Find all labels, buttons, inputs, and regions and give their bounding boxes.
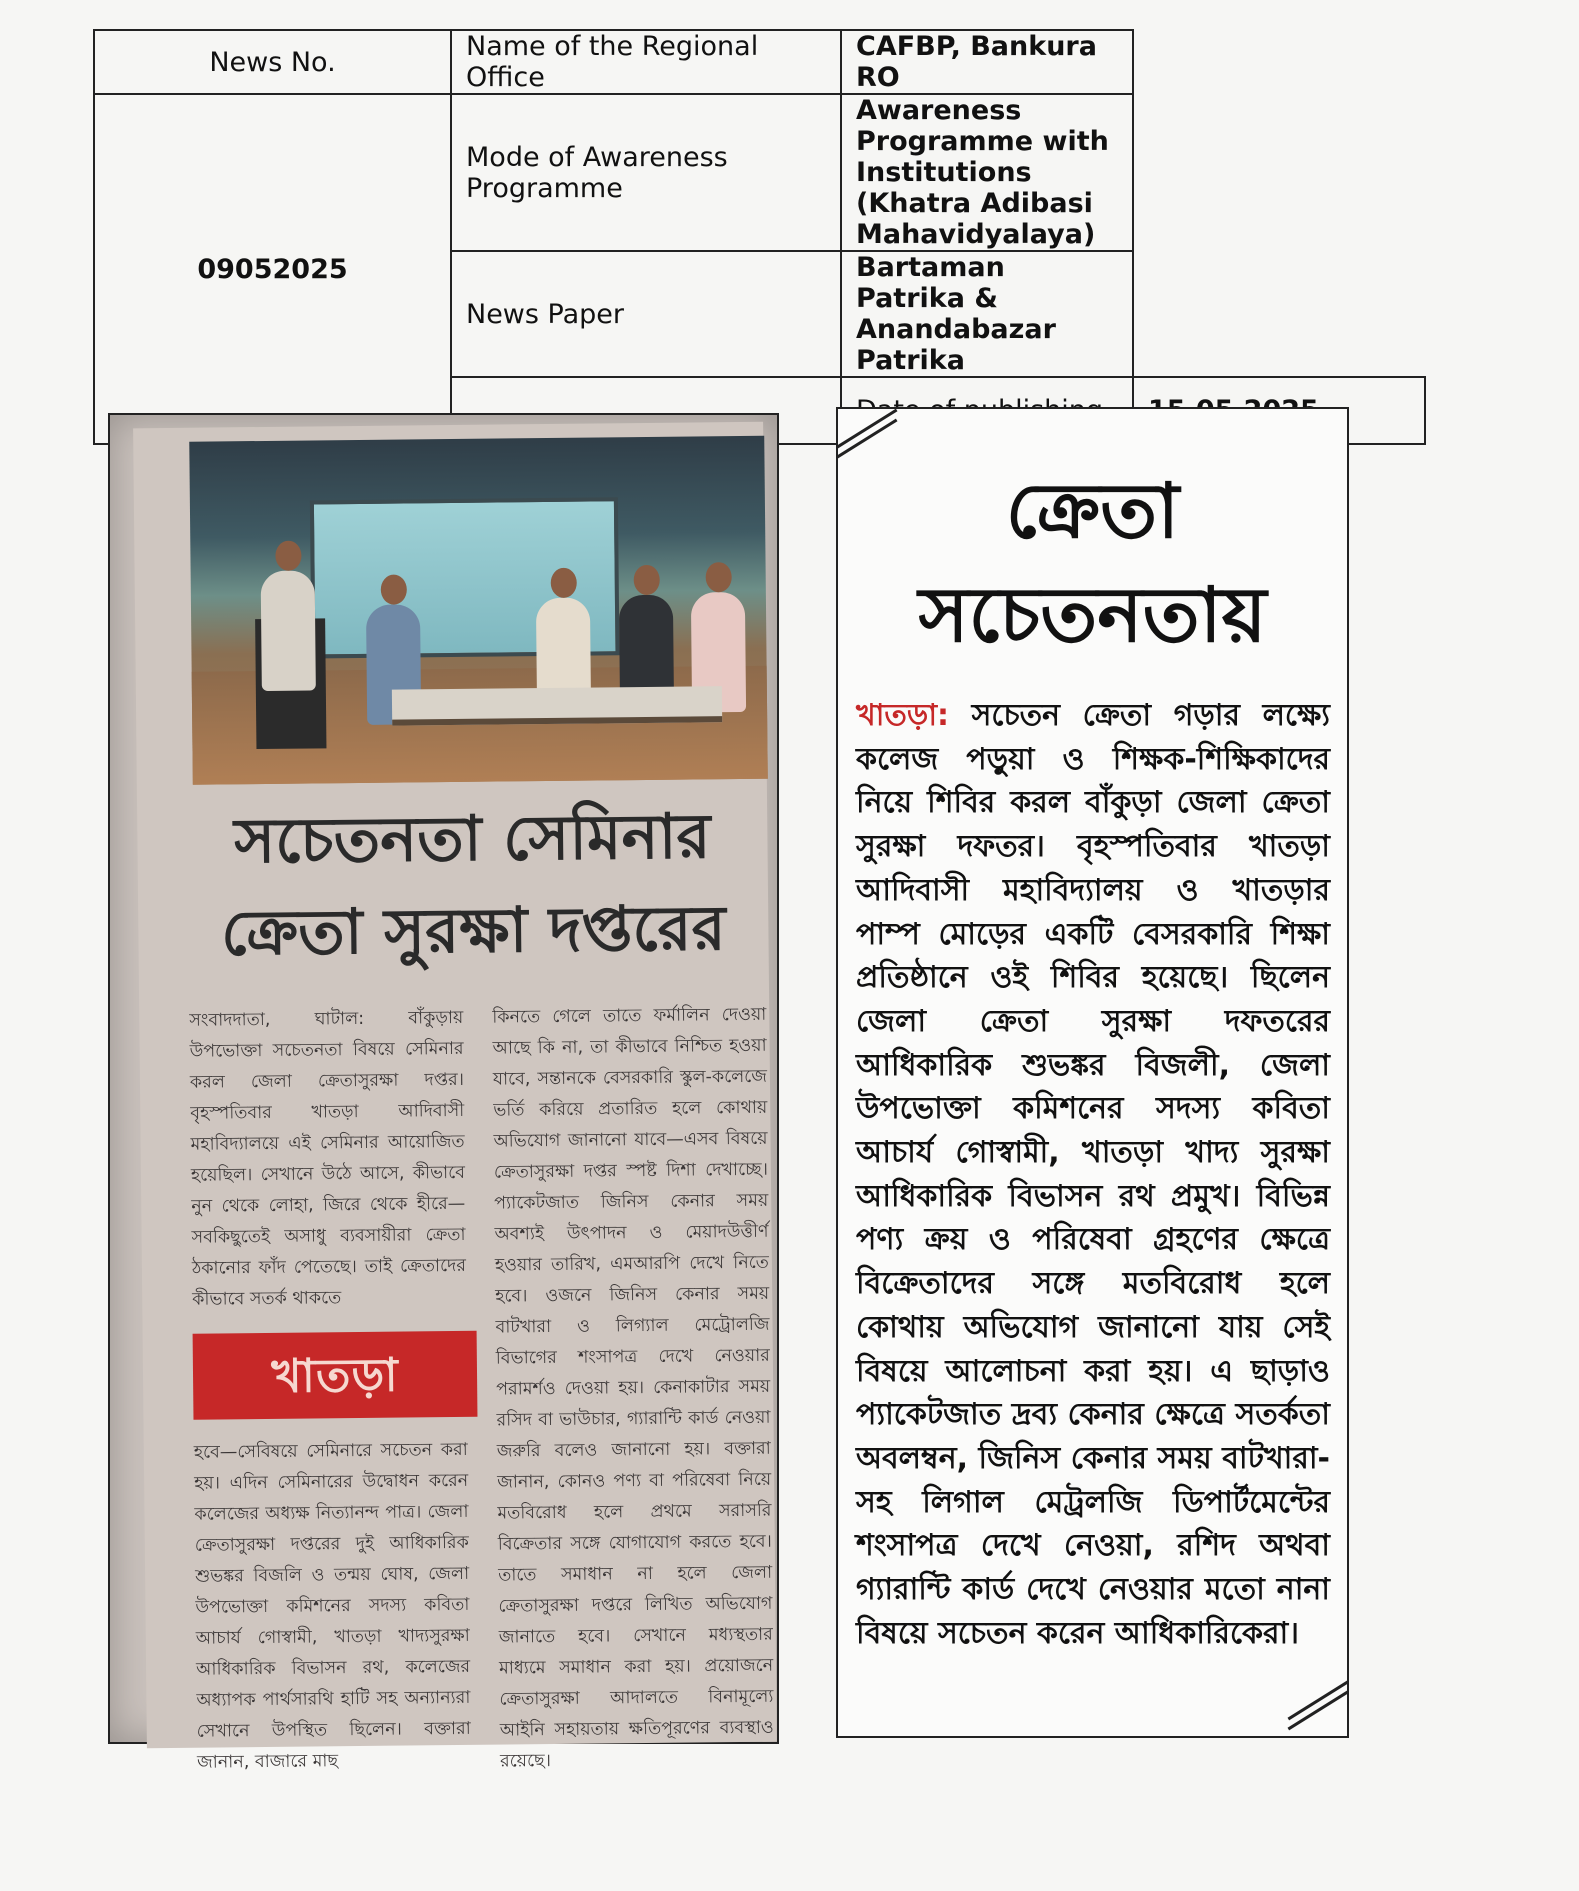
news-no-label: News No. [94,30,451,94]
place-badge: খাতড়া [193,1331,478,1420]
article-columns [189,1000,777,1773]
corner-mark-top [837,409,898,449]
bartaman-headline [177,790,769,980]
article-body: সচেতন ক্রেতা গড়ার লক্ষ্যে কলেজ পড়ুয়া ও শিক্ষক-শিক্ষিকাদের নিয়ে শিবির করল বাঁকুড়া জেলা ক্রেতা সুরক্ষা দফতর। বৃহস্পতিবার খাতড়া আদিবাসী মহাবিদ্যালয় ও খাতড়ার পাম্প মোড়ের একটি বেসরকারি শিক্ষা প্রতিষ্ঠানে ওই শিবির হয়েছে। ছিলেন জেলা ক্রেতা সুরক্ষা দফতরের আধিকারিক শুভঙ্কর বিজলী, জেলা উপভোক্তা কমিশনের সদস্য কবিতা আচার্য গোস্বামী, খাতড়া খাদ্য সুরক্ষা আধিকারিক বিভাসন রথ প্রমুখ। বিভিন্ন পণ্য ক্রয় ও পরিষেবা গ্রহণের ক্ষেত্রে বিক্রেতাদের সঙ্গে মতবিরোধ হলে কোথায় অভিযোগ জানানো যায় সেই বিষয়ে আলোচনা করা হয়। এ ছাড়াও প্যাকেটজাত দ্রব্য কেনার ক্ষেত্রে সতর্কতা অবলম্বন, জিনিস কেনার সময় বাটখারা-সহ লিগাল মেট্রলজি ডিপার্টমেন্টের শংসাপত্র দেখে নেওয়া, রশিদ অথবা গ্যারান্টি কার্ড দেখে নেওয়ার মতো নানা বিষয়ে সচেতন করেন আধিকারিকেরা। [856,698,1330,1651]
column-1-top-text: সংবাদদাতা, ঘাটাল: বাঁকুড়ায় উপভোক্তা সচেতনতা বিষয়ে সেমিনার করল জেলা ক্রেতাসুরক্ষা দপ্তর। বৃহস্পতিবার খাতড়া আদিবাসী মহাবিদ্যালয়ে এই সেমিনার আয়োজিত হয়েছিল। সেখানে উঠে আসে, কীভাবে নুন থেকে লোহা, জিরে থেকে হীরে—সবকিছুতেই অসাধু ব্যবসায়ীরা ক্রেতা ঠকানোর ফাঁদ পেতেছে। তাই ক্রেতাদের কীভাবে সতর্ক থাকতে [189,1007,466,1310]
headline-line-2: ক্রেতা সুরক্ষা দপ্তরের [220,891,727,970]
newspaper-value: Bartaman Patrika & Anandabazar Patrika [841,251,1133,377]
bartaman-clipping [108,413,779,1773]
mode-label: Mode of Awareness Programme [451,94,841,251]
news-info-table [93,29,1426,445]
place-dateline: খাতড়া: [856,698,950,733]
panel-table [392,686,722,725]
corner-mark-bottom [1288,1681,1349,1721]
regional-office-label: Name of the Regional Office [451,30,841,94]
article-column-1 [189,1003,471,1779]
column-1-bottom-text: হবে—সেবিষয়ে সেমিনারে সচেতন করা হয়। এদিন সেমিনারের উদ্বোধন করেন কলেজের অধ্যক্ষ নিত্যানন্দ পাত্র। জেলা ক্রেতাসুরক্ষা দপ্তরের দুই আধিকারিক শুভঙ্কর বিজলি ও তন্ময় ঘোষ, জেলা উপভোক্তা কমিশনের সদস্য কবিতা আচার্য গোস্বামী, খাতড়া খাদ্যসুরক্ষা আধিকারিক বিভাসন রথ, কলেজের অধ্যাপক পার্থসারথি হাটি সহ অন্যান্যরা সেখানে উপস্থিত ছিলেন। বক্তারা জানান, বাজারে মাছ [193,1439,471,1773]
headline-line-2: সচেতনতায় [918,570,1267,659]
newspaper-page [133,422,777,1773]
regional-office-value: CAFBP, Bankura RO [841,30,1133,94]
anandabazar-article-text [856,694,1330,1655]
speaker-figure [261,570,316,691]
headline-line-1: সচেতনতা সেমিনার [233,799,711,878]
headline-line-1: ক্রেতা [1005,466,1180,555]
seminar-photo [189,436,768,785]
newspaper-label: News Paper [451,251,841,377]
anandabazar-clipping [836,407,1349,1738]
news-no-value: 09052025 [94,94,451,444]
mode-value: Awareness Programme with Institutions (Khatra Adibasi Mahavidyalaya) [841,94,1133,251]
article-column-2: কিনতে গেলে তাতে ফর্মালিন দেওয়া আছে কি না, তা কীভাবে নিশ্চিত হওয়া যাবে, সন্তানকে বেসরকারি স্কুল-কলেজে ভর্তি করিয়ে প্রতারিত হলে কোথায় অভিযোগ জানানো যাবে—এসব বিষয়ে ক্রেতাসুরক্ষা দপ্তর স্পষ্ট দিশা দেখাচ্ছে। প্যাকেটজাত জিনিস কেনার সময় অবশ্যই উৎপাদন ও মেয়াদউত্তীর্ণ হওয়ার তারিখ, এমআরপি দেখে নিতে হবে। ওজনে জিনিস কেনার সময় বাটখারা ও লিগ্যাল মেট্রোলজি বিভাগের শংসাপত্র দেখে নেওয়ার পরামর্শও দেওয়া হয়। কেনাকাটার সময় রসিদ বা ভাউচার, গ্যারান্টি কার্ড নেওয়া জরুরি বলেও জানানো হয়। বক্তারা জানান, কোনও পণ্য বা পরিষেবা নিয়ে মতবিরোধ হলে প্রথমে সরাসরি বিক্রেতার সঙ্গে যোগাযোগ করতে হবে। তাতে সমাধান না হলে জেলা ক্রেতাসুরক্ষা দপ্তরে লিখিত অভিযোগ জানাতে হবে। সেখানে মধ্যস্থতার মাধ্যমে সমাধান করা হয়। প্রয়োজনে ক্রেতাসুরক্ষা আদালতে বিনামূল্যে আইনি সহায়তায় ক্ষতিপূরণের ব্যবস্থাও রয়েছে। [492,1004,774,1772]
anandabazar-headline [838,459,1347,667]
